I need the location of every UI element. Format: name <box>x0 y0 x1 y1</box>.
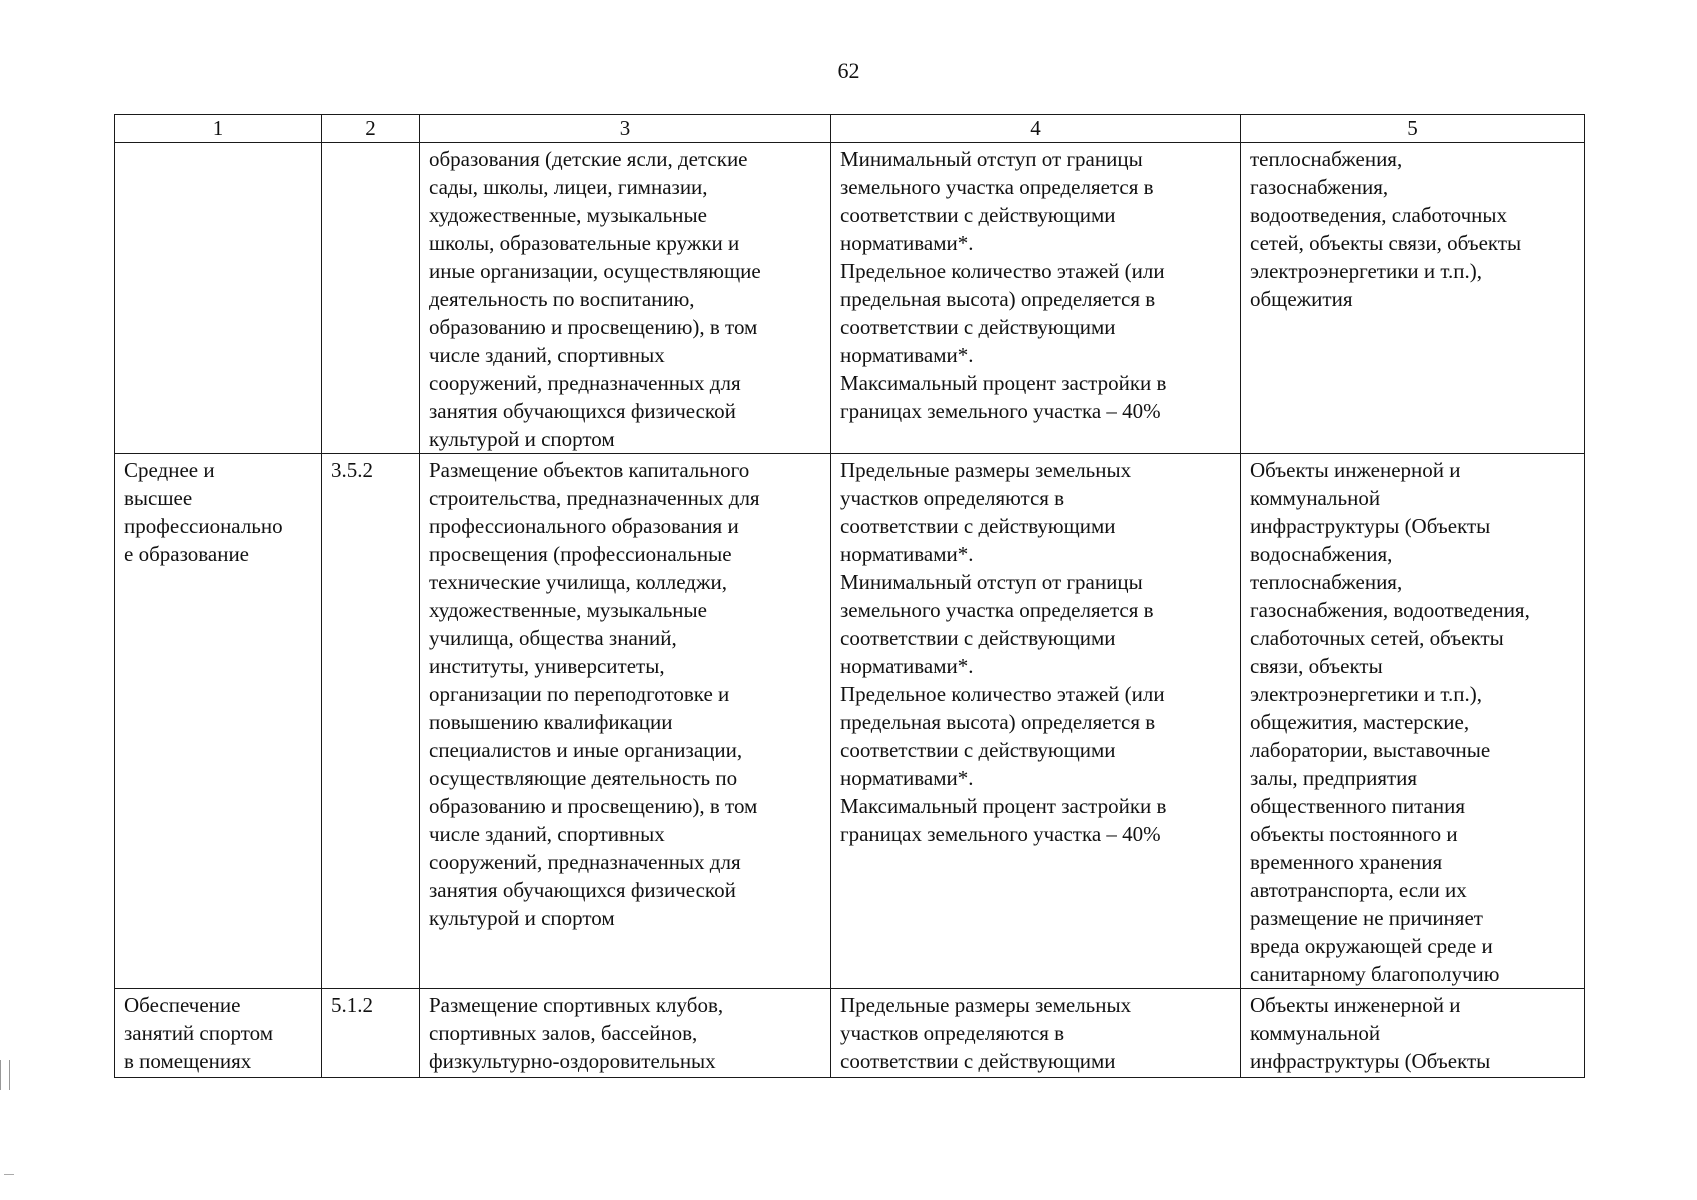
cell-text-line: образованию и просвещению), в том <box>429 794 758 818</box>
cell-text-line: образованию и просвещению), в том <box>429 315 758 339</box>
cell-text-line: художественные, музыкальные <box>429 203 707 227</box>
cell-text-line: 5.1.2 <box>331 993 373 1017</box>
cell-text-line: Предельные размеры земельных <box>840 993 1132 1017</box>
cell-text-line: высшее <box>124 486 193 510</box>
cell-text-line: соответствии с действующими <box>840 514 1116 538</box>
cell-parameters <box>831 454 1241 989</box>
cell-text-line: сооружений, предназначенных для <box>429 371 741 395</box>
cell-text-line: художественные, музыкальные <box>429 598 707 622</box>
cell-text-line: автотранспорта, если их <box>1250 878 1467 902</box>
cell-text-line: теплоснабжения, <box>1250 147 1403 171</box>
cell-text-line: Минимальный отступ от границы <box>840 570 1143 594</box>
cell-text-line: участков определяются в <box>840 486 1065 510</box>
cell-text-line: общественного питания <box>1250 794 1465 818</box>
cell-text-line: нормативами*. <box>840 766 974 790</box>
cell-text-line: занятия обучающихся физической <box>429 878 736 902</box>
cell-auxiliary-uses <box>1241 143 1585 454</box>
cell-text-line: организации по переподготовке и <box>429 682 730 706</box>
cell-text-line: училища, общества знаний, <box>429 626 677 650</box>
cell-use-description <box>420 454 831 989</box>
cell-text-line: слаботочных сетей, объекты <box>1250 626 1504 650</box>
cell-text-line: границах земельного участка – 40% <box>840 399 1161 423</box>
cell-text-line: лаборатории, выставочные <box>1250 738 1491 762</box>
cell-text-line: нормативами*. <box>840 343 974 367</box>
cell-text-line: Среднее и <box>124 458 215 482</box>
cell-use-code <box>322 143 420 454</box>
cell-use-code <box>322 989 420 1078</box>
cell-text-line: газоснабжения, <box>1250 175 1389 199</box>
cell-text-line: иные организации, осуществляющие <box>429 259 761 283</box>
cell-text-line: Максимальный процент застройки в <box>840 794 1167 818</box>
cell-text-line: водоотведения, слаботочных <box>1250 203 1508 227</box>
page-number: 62 <box>837 58 860 83</box>
margin-scan-mark <box>0 1060 10 1090</box>
cell-text-line: связи, объекты <box>1250 654 1383 678</box>
cell-text-line: повышению квалификации <box>429 710 673 734</box>
table-row <box>115 143 1585 454</box>
cell-text-line: сады, школы, лицеи, гимназии, <box>429 175 708 199</box>
cell-text-line: Размещение спортивных клубов, <box>429 993 724 1017</box>
cell-text-line: физкультурно-оздоровительных <box>429 1049 716 1073</box>
cell-text-line: размещение не причиняет <box>1250 906 1483 930</box>
cell-text-line: земельного участка определяется в <box>840 598 1154 622</box>
cell-text-line: технические училища, колледжи, <box>429 570 727 594</box>
cell-text-line: нормативами*. <box>840 542 974 566</box>
cell-text-line: профессионального образования и <box>429 514 739 538</box>
cell-text-line: Объекты инженерной и <box>1250 993 1461 1017</box>
cell-text-line: санитарному благополучию <box>1250 962 1500 986</box>
cell-text-line: земельного участка определяется в <box>840 175 1154 199</box>
cell-text-line: соответствии с действующими <box>840 315 1116 339</box>
cell-text-line: временного хранения <box>1250 850 1443 874</box>
cell-text-line: общежития, мастерские, <box>1250 710 1470 734</box>
cell-text-line: общежития <box>1250 287 1353 311</box>
cell-use-name <box>115 143 322 454</box>
cell-text-line: коммунальной <box>1250 486 1381 510</box>
cell-text-line: школы, образовательные кружки и <box>429 231 740 255</box>
cell-text-line: газоснабжения, водоотведения, <box>1250 598 1530 622</box>
cell-text-line: сооружений, предназначенных для <box>429 850 741 874</box>
cell-text-line: теплоснабжения, <box>1250 570 1403 594</box>
cell-auxiliary-uses <box>1241 989 1585 1078</box>
header-col-4: 4 <box>831 115 1241 143</box>
cell-text-line: залы, предприятия <box>1250 766 1418 790</box>
cell-text-line: образования (детские ясли, детские <box>429 147 748 171</box>
cell-use-description <box>420 989 831 1078</box>
cell-parameters <box>831 143 1241 454</box>
cell-text-line: Максимальный процент застройки в <box>840 371 1167 395</box>
cell-text-line: соответствии с действующими <box>840 1049 1116 1073</box>
cell-text-line: Предельное количество этажей (или <box>840 259 1165 283</box>
cell-parameters <box>831 989 1241 1078</box>
cell-text-line: Предельное количество этажей (или <box>840 682 1165 706</box>
table-row <box>115 454 1585 989</box>
header-col-1: 1 <box>115 115 322 143</box>
cell-text-line: предельная высота) определяется в <box>840 287 1156 311</box>
cell-text-line: занятий спортом <box>124 1021 273 1045</box>
cell-use-name <box>115 454 322 989</box>
cell-text-line: числе зданий, спортивных <box>429 822 665 846</box>
cell-text-line: предельная высота) определяется в <box>840 710 1156 734</box>
cell-text-line: просвещения (профессиональные <box>429 542 732 566</box>
cell-text-line: е образование <box>124 542 250 566</box>
header-col-3: 3 <box>420 115 831 143</box>
cell-text-line: спортивных залов, бассейнов, <box>429 1021 698 1045</box>
cell-text-line: Объекты инженерной и <box>1250 458 1461 482</box>
cell-auxiliary-uses <box>1241 454 1585 989</box>
header-col-5: 5 <box>1241 115 1585 143</box>
cell-text-line: границах земельного участка – 40% <box>840 822 1161 846</box>
cell-use-description <box>420 143 831 454</box>
cell-text-line: инфраструктуры (Объекты <box>1250 514 1491 538</box>
cell-text-line: 3.5.2 <box>331 458 373 482</box>
cell-text-line: осуществляющие деятельность по <box>429 766 738 790</box>
margin-scan-tick <box>4 1174 14 1175</box>
cell-text-line: культурой и спортом <box>429 427 615 451</box>
table-row <box>115 989 1585 1078</box>
cell-text-line: вреда окружающей среде и <box>1250 934 1493 958</box>
cell-text-line: соответствии с действующими <box>840 738 1116 762</box>
cell-text-line: строительства, предназначенных для <box>429 486 760 510</box>
cell-text-line: деятельность по воспитанию, <box>429 287 695 311</box>
cell-text-line: водоснабжения, <box>1250 542 1393 566</box>
cell-text-line: специалистов и иные организации, <box>429 738 743 762</box>
cell-text-line: Размещение объектов капитального <box>429 458 750 482</box>
cell-text-line: соответствии с действующими <box>840 626 1116 650</box>
regulations-table <box>114 114 1585 1078</box>
table-header-row <box>115 115 1585 143</box>
cell-use-code <box>322 454 420 989</box>
cell-text-line: числе зданий, спортивных <box>429 343 665 367</box>
cell-text-line: коммунальной <box>1250 1021 1381 1045</box>
cell-text-line: нормативами*. <box>840 231 974 255</box>
cell-use-name <box>115 989 322 1078</box>
cell-text-line: участков определяются в <box>840 1021 1065 1045</box>
cell-text-line: Обеспечение <box>124 993 241 1017</box>
cell-text-line: занятия обучающихся физической <box>429 399 736 423</box>
cell-text-line: профессионально <box>124 514 283 538</box>
cell-text-line: электроэнергетики и т.п.), <box>1250 682 1482 706</box>
cell-text-line: объекты постоянного и <box>1250 822 1458 846</box>
cell-text-line: Минимальный отступ от границы <box>840 147 1143 171</box>
cell-text-line: соответствии с действующими <box>840 203 1116 227</box>
cell-text-line: электроэнергетики и т.п.), <box>1250 259 1482 283</box>
cell-text-line: Предельные размеры земельных <box>840 458 1132 482</box>
cell-text-line: в помещениях <box>124 1049 252 1073</box>
cell-text-line: нормативами*. <box>840 654 974 678</box>
cell-text-line: сетей, объекты связи, объекты <box>1250 231 1522 255</box>
cell-text-line: культурой и спортом <box>429 906 615 930</box>
cell-text-line: институты, университеты, <box>429 654 665 678</box>
header-col-2: 2 <box>322 115 420 143</box>
cell-text-line: инфраструктуры (Объекты <box>1250 1049 1491 1073</box>
